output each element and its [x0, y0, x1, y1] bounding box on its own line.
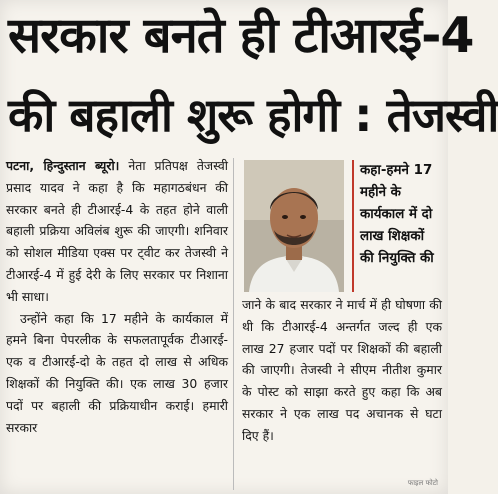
person-portrait-icon	[244, 160, 344, 292]
column-divider	[233, 158, 234, 490]
headline-line-1: सरकार बनते ही टीआरई-4	[8, 7, 474, 64]
photo-credit: फाइल फोटो	[407, 479, 438, 487]
pull-quote-line: महीने के	[360, 185, 401, 200]
headline-line-2: की बहाली शुरू होगी : तेजस्वी	[8, 88, 498, 142]
article-paragraph-2: उन्होंने कहा कि 17 महीने के कार्यकाल में हमने बिना पेपरलीक के सफलतापूर्वक टीआरई-एक व टीआरई-दो के तहत दो लाख से अधिक शिक्षकों की नियुक्ति की। एक लाख 30 हजार पदों पर बहाली की प्रक्रियाधीन कराई। हमारी सरकार	[6, 310, 228, 435]
article-body-right	[242, 294, 442, 447]
pull-quote-line: कार्यकाल में दो	[360, 207, 433, 222]
portrait-photo	[244, 160, 344, 292]
article-body-left	[6, 155, 228, 438]
dateline: पटना, हिन्दुस्तान ब्यूरो।	[6, 158, 120, 173]
paragraph-1-text: नेता प्रतिपक्ष तेजस्वी प्रसाद यादव ने कहा है कि महागठबंधन की सरकार बनते ही टीआरई-4 के तहत होने वाली बहाली प्रक्रिया अविलंब शुरू की जाएगी। शनिवार को सोशल मीडिया एक्स पर ट्वीट कर तेजस्वी ने टीआरई-4 में हुई देरी के लिए सरकार पर निशाना भी साधा।	[6, 158, 228, 304]
article-paragraph-3: जाने के बाद सरकार ने मार्च में ही घोषणा की थी कि टीआरई-4 अन्तर्गत जल्द ही एक लाख 27 हजार पदों पर शिक्षकों की बहाली की जाएगी। तेजस्वी ने सीएम नीतीश कुमार के पोस्ट को साझा करते हुए कहा कि अब सरकार ने एक लाख पद अचानक से घटा दिए हैं।	[242, 297, 442, 443]
article-paragraph-1	[6, 155, 228, 308]
pull-quote-line: लाख शिक्षकों	[360, 229, 425, 244]
pull-quote-line: की नियुक्ति की	[360, 251, 434, 266]
pull-quote-line: कहा-हमने 17	[360, 163, 433, 178]
pull-quote	[352, 160, 442, 292]
